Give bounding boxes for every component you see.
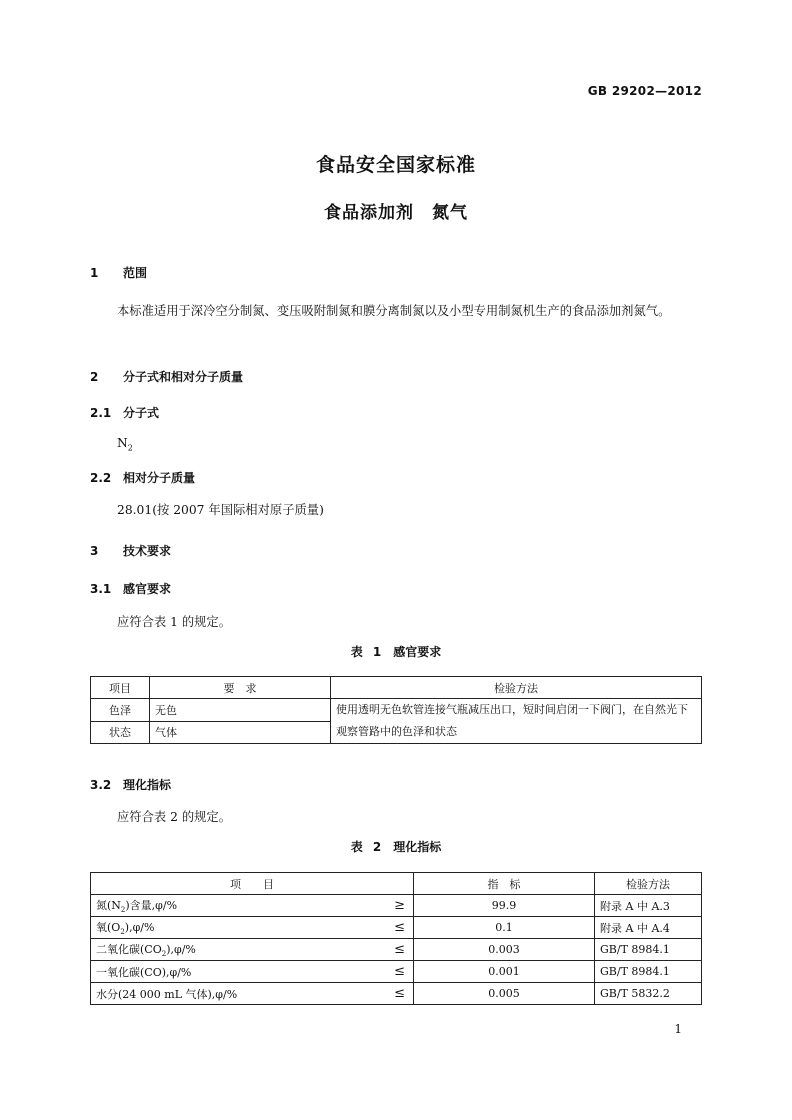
indicator-name-cell: 二氧化碳$(CO_2),\varphi/\%$ xyxy=(91,939,387,961)
header-cell: 要 求 xyxy=(150,677,331,699)
section-number: 3 xyxy=(90,544,99,558)
header-cell: 检验方法 xyxy=(331,677,702,699)
header-cell: 项目 xyxy=(91,677,150,699)
header-cell: 项 目 xyxy=(91,873,414,895)
section-number: 2.1 xyxy=(90,406,112,420)
value-cell: 99.9 xyxy=(414,895,595,917)
section-2-2-heading xyxy=(90,469,195,486)
value-cell: 0.003 xyxy=(414,939,595,961)
value-cell: 0.1 xyxy=(414,917,595,939)
header-cell: 检验方法 xyxy=(595,873,702,895)
section-number: 2 xyxy=(90,370,99,384)
comparison-symbol: ≤ xyxy=(386,939,414,961)
value-cell: 0.005 xyxy=(414,983,595,1005)
section-title: 范围 xyxy=(123,266,148,280)
section-3-2-heading xyxy=(90,776,171,793)
section-title: 技术要求 xyxy=(123,544,172,558)
section-3-1-heading xyxy=(90,580,171,597)
table-row xyxy=(91,983,702,1005)
section-title: 分子式 xyxy=(123,406,160,420)
indicator-name-cell: 氧$(O_2),\varphi/\%$ xyxy=(91,917,387,939)
section-number: 1 xyxy=(90,266,99,280)
method-cell: 使用透明无色软管连接气瓶减压出口，短时间启闭一下阀门，在自然光下观察管路中的色泽和状态 xyxy=(331,699,702,744)
comparison-symbol: ≤ xyxy=(386,983,414,1005)
item-cell: 色泽 xyxy=(91,699,150,722)
indicator-name-cell: 水分(24 000 mL 气体),φ/% xyxy=(91,983,387,1005)
method-cell: GB/T 5832.2 xyxy=(595,983,702,1005)
comparison-symbol: ≤ xyxy=(386,961,414,983)
document-subtitle: 食品添加剂 氮气 xyxy=(324,203,468,223)
section-title: 感官要求 xyxy=(123,582,172,596)
comparison-symbol: ≥ xyxy=(386,895,414,917)
method-cell: 附录 A 中 A.3 xyxy=(595,895,702,917)
molecular-mass: 28.01(按 2007 年国际相对原子质量) xyxy=(117,503,324,517)
section-1-heading xyxy=(90,264,147,281)
section-title: 理化指标 xyxy=(123,778,172,792)
table2-caption: 表 2 理化指标 xyxy=(350,840,442,854)
formula-base: N xyxy=(117,436,128,450)
table-row xyxy=(91,939,702,961)
section-3-heading xyxy=(90,542,171,559)
method-cell: 附录 A 中 A.4 xyxy=(595,917,702,939)
table-header-row xyxy=(91,677,702,699)
method-cell: GB/T 8984.1 xyxy=(595,961,702,983)
table-row xyxy=(91,961,702,983)
section-title: 分子式和相对分子质量 xyxy=(123,370,244,384)
requirement-cell: 无色 xyxy=(150,699,331,722)
formula-subscript: 2 xyxy=(127,443,133,453)
molecular-formula xyxy=(117,436,133,452)
table1-reference: 应符合表 1 的规定。 xyxy=(117,615,232,629)
physicochemical-indicators-table xyxy=(90,872,702,1005)
section-2-heading xyxy=(90,368,243,385)
comparison-symbol: ≤ xyxy=(386,917,414,939)
indicator-name-cell: 氮$(N_2)$含量,φ/% xyxy=(91,895,387,917)
table-row xyxy=(91,917,702,939)
header-cell: 指 标 xyxy=(414,873,595,895)
table-row xyxy=(91,699,702,722)
requirement-cell: 气体 xyxy=(150,721,331,744)
table-row xyxy=(91,895,702,917)
scope-paragraph: 本标准适用于深冷空分制氮、变压吸附制氮和膜分离制氮以及小型专用制氮机生产的食品添加剂氮气。 xyxy=(117,304,671,318)
sensory-requirements-table xyxy=(90,676,702,744)
value-cell: 0.001 xyxy=(414,961,595,983)
document-title: 食品安全国家标准 xyxy=(315,154,476,176)
method-cell: GB/T 8984.1 xyxy=(595,939,702,961)
item-cell: 状态 xyxy=(91,721,150,744)
section-number: 3.1 xyxy=(90,582,112,596)
table-header-row xyxy=(91,873,702,895)
page-number: 1 xyxy=(674,1022,682,1036)
section-number: 3.2 xyxy=(90,778,112,792)
table2-reference: 应符合表 2 的规定。 xyxy=(117,810,232,824)
standard-number: GB 29202—2012 xyxy=(587,84,702,98)
section-number: 2.2 xyxy=(90,471,112,485)
section-title: 相对分子质量 xyxy=(123,471,196,485)
table1-caption: 表 1 感官要求 xyxy=(350,645,442,659)
indicator-name-cell: 一氧化碳(CO),φ/% xyxy=(91,961,387,983)
section-2-1-heading xyxy=(90,404,159,421)
